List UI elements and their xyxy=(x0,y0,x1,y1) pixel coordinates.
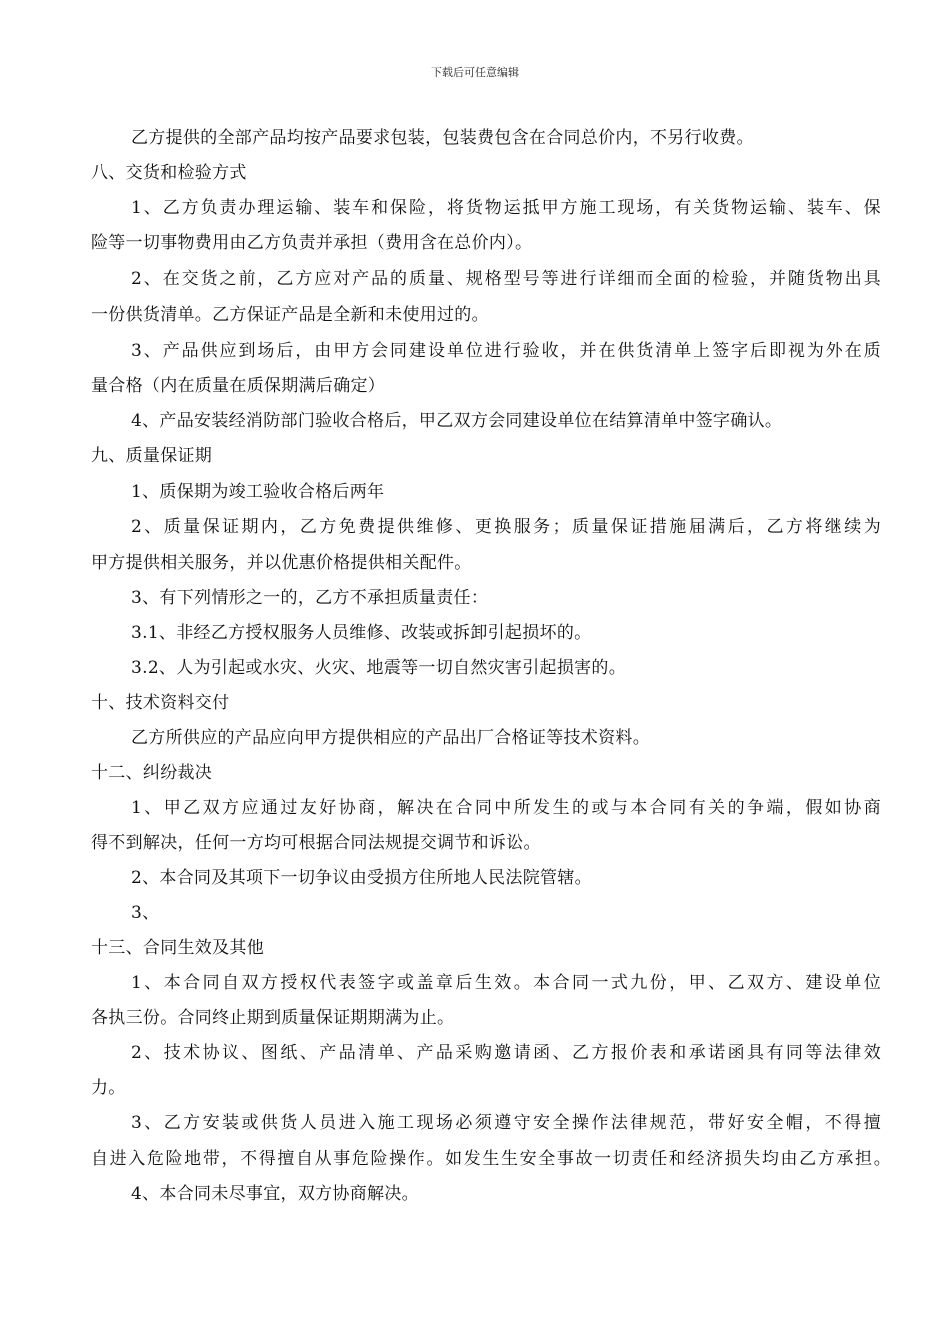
section-heading-12: 十二、纠纷裁决 xyxy=(91,763,213,783)
clause-12-1-line-2: 得不到解决，任何一方均可根据合同法规提交调节和诉讼。 xyxy=(91,833,541,853)
clause-10: 乙方所供应的产品应向甲方提供相应的产品出厂合格证等技术资料。 xyxy=(131,728,650,748)
clause-12-2: 2、本合同及其项下一切争议由受损方住所地人民法院管辖。 xyxy=(131,868,592,888)
clause-8-3-line-2: 量合格（内在质量在质保期满后确定） xyxy=(91,376,386,396)
clause-13-4: 4、本合同未尽事宜，双方协商解决。 xyxy=(131,1184,419,1204)
clause-13-3-line-1: 3、乙方安装或供货人员进入施工现场必须遵守安全操作法律规范，带好安全帽，不得擅 xyxy=(131,1113,881,1133)
clause-13-1-line-2: 各执三份。合同终止期到质量保证期期满为止。 xyxy=(91,1008,455,1028)
clause-8-3-line-1: 3、产品供应到场后，由甲方会同建设单位进行验收，并在供货清单上签字后即视为外在质 xyxy=(131,341,881,361)
clause-9-1: 1、质保期为竣工验收合格后两年 xyxy=(131,482,385,502)
clause-8-1-line-1: 1、乙方负责办理运输、装车和保险，将货物运抵甲方施工现场，有关货物运输、装车、保 xyxy=(131,198,881,218)
clause-8-4: 4、产品安装经消防部门验收合格后，甲乙双方会同建设单位在结算清单中签字确认。 xyxy=(131,411,783,431)
clause-13-2-line-1: 2、技术协议、图纸、产品清单、产品采购邀请函、乙方报价表和承诺函具有同等法律效 xyxy=(131,1043,881,1063)
section-heading-8: 八、交货和检验方式 xyxy=(91,163,247,183)
clause-13-3-line-2: 自进入危险地带，不得擅自从事危险操作。如发生生安全事故一切责任和经济损失均由乙方承担。 xyxy=(91,1149,891,1169)
clause-12-1-line-1: 1、甲乙双方应通过友好协商，解决在合同中所发生的或与本合同有关的争端，假如协商 xyxy=(131,798,881,818)
section-heading-13: 十三、合同生效及其他 xyxy=(91,938,264,958)
clause-9-3-2: 3.2、人为引起或水灾、火灾、地震等一切自然灾害引起损害的。 xyxy=(131,658,627,678)
clause-8-2-line-2: 一份供货清单。乙方保证产品是全新和未使用过的。 xyxy=(91,305,489,325)
clause-12-3: 3、 xyxy=(131,903,160,923)
clause-9-2-line-1: 2、质量保证期内，乙方免费提供维修、更换服务；质量保证措施届满后，乙方将继续为 xyxy=(131,517,881,537)
clause-8-2-line-1: 2、在交货之前，乙方应对产品的质量、规格型号等进行详细而全面的检验，并随货物出具 xyxy=(131,269,881,289)
clause-9-2-line-2: 甲方提供相关服务，并以优惠价格提供相关配件。 xyxy=(91,553,472,573)
clause-13-1-line-1: 1、本合同自双方授权代表签字或盖章后生效。本合同一式九份，甲、乙双方、建设单位 xyxy=(131,973,881,993)
clause-8-1-line-2: 险等一切事物费用由乙方负责并承担（费用含在总价内）。 xyxy=(91,233,533,253)
section-heading-10: 十、技术资料交付 xyxy=(91,693,230,713)
clause-9-3-1: 3.1、非经乙方授权服务人员维修、改装或拆卸引起损坏的。 xyxy=(131,623,592,643)
paragraph-packaging: 乙方提供的全部产品均按产品要求包装，包装费包含在合同总价内，不另行收费。 xyxy=(131,128,754,148)
section-heading-9: 九、质量保证期 xyxy=(91,446,213,466)
page-header-note: 下载后可任意编辑 xyxy=(431,66,519,79)
clause-9-3: 3、有下列情形之一的，乙方不承担质量责任： xyxy=(131,588,489,608)
clause-13-2-line-2: 力。 xyxy=(91,1078,126,1098)
